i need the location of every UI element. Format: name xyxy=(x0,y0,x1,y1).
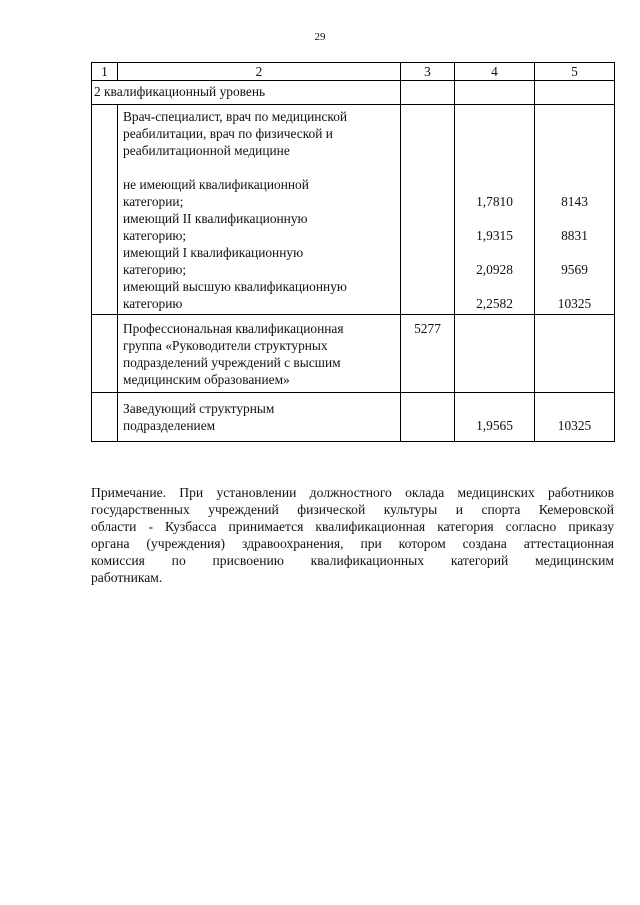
group-description xyxy=(118,315,401,393)
table-row xyxy=(92,105,615,315)
header-col-5: 5 xyxy=(535,63,615,81)
table-header-row xyxy=(92,63,615,81)
footnote-line: государственных учреждений физической культуры и спорта Кемеровской xyxy=(91,502,614,517)
category-line: имеющий высшую квалификационную xyxy=(123,279,347,294)
footnote-line: работникам. xyxy=(91,570,163,585)
doctor-description xyxy=(118,105,401,315)
table-row xyxy=(92,81,615,105)
group-line: Профессиональная квалификационная xyxy=(123,321,344,336)
salary-value: 10325 xyxy=(557,296,592,311)
category-line: категорию; xyxy=(123,228,187,243)
salary-value: 8143 xyxy=(561,194,588,209)
group-line: подразделений учреждений с высшим xyxy=(123,355,341,370)
salary-table xyxy=(91,62,615,442)
footnote-line: органа (учреждения) здравоохранения, при котором создана аттестационная xyxy=(91,536,614,551)
salary-column xyxy=(535,105,615,315)
coefficient-value: 1,9315 xyxy=(476,228,513,243)
footnote-line: комиссия по присвоению квалификационных категорий медицинским xyxy=(91,553,614,568)
category-line: имеющий I квалификационную xyxy=(123,245,304,260)
salary-value: 10325 xyxy=(557,418,592,433)
table-row xyxy=(92,393,615,442)
header-col-1: 1 xyxy=(92,63,118,81)
footnote-line: области - Кузбасса принимается квалификационная категория согласно приказу xyxy=(91,519,614,534)
head-salary xyxy=(535,393,615,442)
group-code: 5277 xyxy=(401,315,455,393)
qualification-level: 2 квалификационный уровень xyxy=(92,81,401,105)
category-line: имеющий II квалификационную xyxy=(123,211,308,226)
page-number: 29 xyxy=(314,31,326,43)
head-line: подразделением xyxy=(123,418,216,433)
doctor-title-line: Врач-специалист, врач по медицинской xyxy=(123,109,348,124)
group-line: группа «Руководители структурных xyxy=(123,338,328,353)
header-col-3: 3 xyxy=(401,63,455,81)
doctor-title-line: реабилитационной медицине xyxy=(123,143,290,158)
category-line: категорию xyxy=(123,296,183,311)
head-coefficient xyxy=(455,393,535,442)
head-description xyxy=(118,393,401,442)
doctor-title-line: реабилитации, врач по физической и xyxy=(123,126,333,141)
category-line: не имеющий квалификационной xyxy=(123,177,309,192)
footnote xyxy=(91,484,614,586)
header-col-2: 2 xyxy=(118,63,401,81)
group-line: медицинским образованием» xyxy=(123,372,290,387)
coefficient-column xyxy=(455,105,535,315)
category-line: категорию; xyxy=(123,262,187,277)
head-line: Заведующий структурным xyxy=(123,401,275,416)
salary-value: 8831 xyxy=(561,228,588,243)
coefficient-value: 1,9565 xyxy=(476,418,513,433)
header-col-4: 4 xyxy=(455,63,535,81)
category-line: категории; xyxy=(123,194,184,209)
coefficient-value: 2,2582 xyxy=(476,296,513,311)
coefficient-value: 1,7810 xyxy=(476,194,513,209)
table-row xyxy=(92,315,615,393)
footnote-line: Примечание. При установлении должностного оклада медицинских работников xyxy=(91,485,614,500)
salary-value: 9569 xyxy=(561,262,588,277)
coefficient-value: 2,0928 xyxy=(476,262,513,277)
